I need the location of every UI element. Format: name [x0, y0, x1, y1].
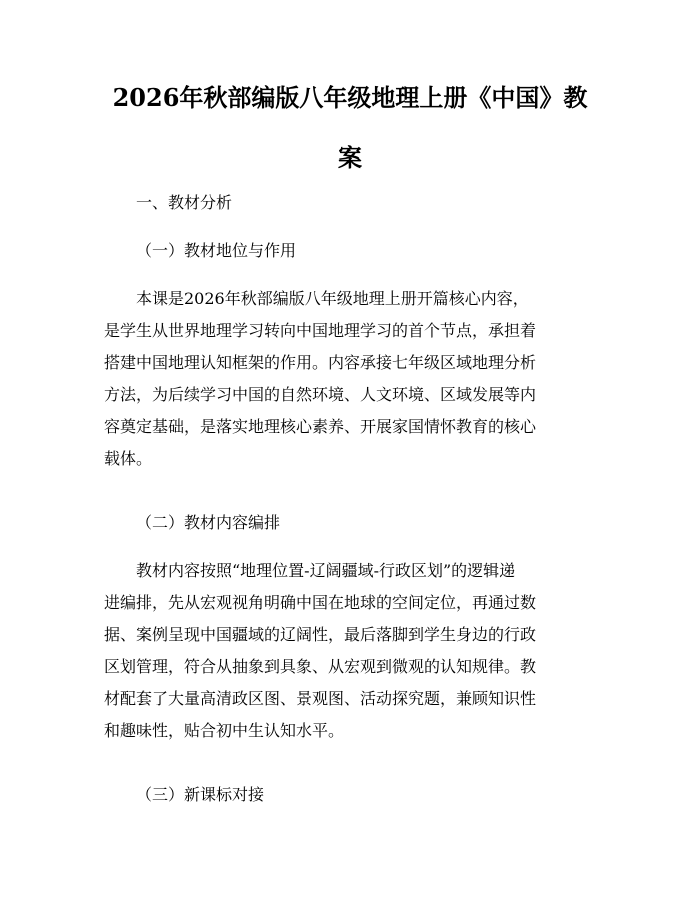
paragraph-line: 方法，为后续学习中国的自然环境、人文环境、区域发展等内	[104, 385, 537, 404]
section-heading-textbook-analysis: 一、教材分析	[136, 193, 233, 212]
paragraph-line: 和趣味性，贴合初中生认知水平。	[104, 721, 345, 740]
paragraph-line: 搭建中国地理认知框架的作用。内容承接七年级区域地理分析	[104, 353, 537, 372]
subsection-heading-curriculum-standards: （三）新课标对接	[136, 785, 265, 804]
paragraph-line: 材配套了大量高清政区图、景观图、活动探究题，兼顾知识性	[104, 689, 537, 708]
document-title-line-2: 案	[338, 143, 362, 172]
paragraph-line: 容奠定基础，是落实地理核心素养、开展家国情怀教育的核心	[104, 417, 537, 436]
paragraph-line: 载体。	[104, 449, 153, 468]
paragraph-line: 本课是2026年秋部编版八年级地理上册开篇核心内容，	[136, 289, 529, 308]
paragraph-line: 教材内容按照“地理位置-辽阔疆域-行政区划”的逻辑递	[136, 561, 516, 580]
paragraph-line: 据、案例呈现中国疆域的辽阔性，最后落脚到学生身边的行政	[104, 625, 537, 644]
paragraph-line: 是学生从世界地理学习转向中国地理学习的首个节点，承担着	[104, 321, 537, 340]
document-title-line-1: 2026年秋部编版八年级地理上册《中国》教	[112, 83, 588, 112]
paragraph-line: 进编排，先从宏观视角明确中国在地球的空间定位，再通过数	[104, 593, 537, 612]
subsection-heading-position-and-role: （一）教材地位与作用	[136, 241, 297, 260]
paragraph-line: 区划管理，符合从抽象到具象、从宏观到微观的认知规律。教	[104, 657, 537, 676]
subsection-heading-content-arrangement: （二）教材内容编排	[136, 513, 281, 532]
